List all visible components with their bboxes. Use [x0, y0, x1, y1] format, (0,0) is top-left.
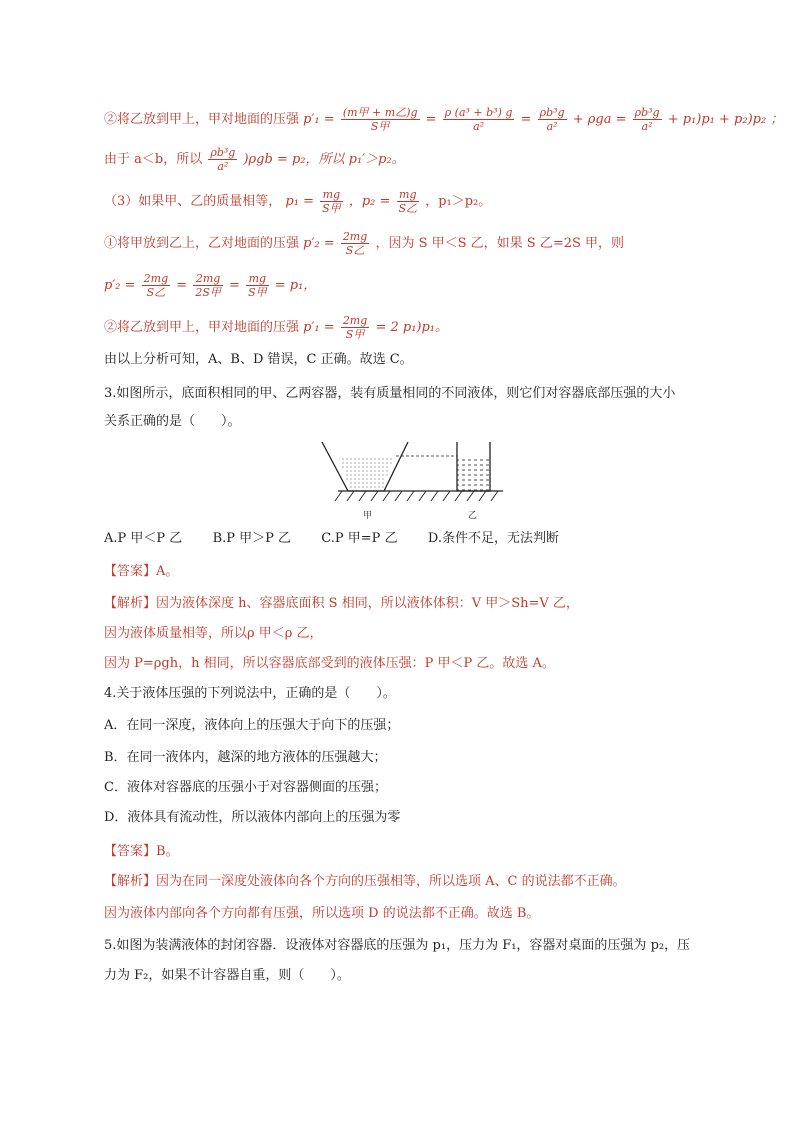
denominator: a² — [473, 120, 485, 133]
fraction — [320, 188, 343, 215]
q3-option-c[interactable]: C.P 甲=P 乙 — [321, 531, 398, 546]
formula-tail: )ρgb = p₂，所以 p₁′＞p₂。 — [243, 152, 405, 167]
numerator: 2mg — [342, 314, 368, 327]
fraction — [142, 272, 170, 299]
q3-stem-line-2: 关系正确的是（ ）。 — [104, 414, 241, 429]
q4-option-b[interactable]: B．在同一液体内，越深的地方液体的压强越大； — [104, 750, 387, 765]
q3-answer — [104, 562, 178, 582]
explanation-text: 因为在同一深度处液体向各个方向的压强相等，所以选项 A、C 的说法都不正确。 — [156, 874, 626, 889]
numerator: ρb³g — [634, 106, 660, 119]
fraction — [633, 106, 662, 133]
formula-lhs: p′₂ = — [303, 236, 335, 251]
denominator: S乙 — [398, 202, 418, 215]
denominator: S乙 — [345, 244, 365, 257]
answer-text: A。 — [156, 564, 179, 579]
numerator: mg — [320, 188, 343, 202]
text: 由于 a＜b，所以 — [104, 152, 203, 167]
explanation-tag: 【解析】 — [104, 596, 157, 611]
liquid-yi — [457, 456, 490, 491]
equals: = — [520, 112, 532, 127]
formula-lhs: p₁ = — [285, 194, 314, 209]
denominator: a² — [641, 120, 653, 133]
formula-mid: + ρga = — [572, 112, 627, 127]
numerator: (m甲 + m乙)g — [342, 106, 418, 119]
q4-stem: 4.关于液体压强的下列说法中，正确的是（ ）。 — [104, 686, 396, 701]
formula-tail: ，p₁＞p₂。 — [425, 194, 492, 209]
numerator: ρb³g — [210, 146, 236, 159]
fraction — [341, 106, 420, 133]
formula-mid: ，p₂ = — [348, 194, 391, 209]
label-yi: 乙 — [468, 511, 478, 521]
q4-option-c[interactable]: C．液体对容器底的压强小于对容器侧面的压强； — [104, 780, 387, 795]
solution-line-6 — [104, 314, 448, 341]
q3-options — [104, 529, 559, 549]
q4-option-a[interactable]: A．在同一深度，液体向上的压强大于向下的压强； — [104, 718, 400, 733]
formula-tail: = p₁， — [274, 278, 317, 293]
fraction — [538, 106, 567, 133]
denominator: S乙 — [146, 286, 166, 299]
numerator: mg — [246, 272, 269, 286]
equals: = — [425, 112, 437, 127]
denominator: S甲 — [345, 328, 365, 341]
solution-line-4 — [104, 230, 624, 257]
fraction — [246, 272, 269, 299]
label-jia: 甲 — [363, 511, 373, 521]
fraction — [208, 146, 237, 173]
solution-line-3 — [104, 188, 491, 215]
q4-explanation-line-2: 因为液体内部向各个方向都有压强，所以选项 D 的说法都不正确。故选 B。 — [104, 906, 540, 921]
numerator: 2mg — [342, 230, 368, 243]
text: ②将乙放到甲上，甲对地面的压强 — [104, 112, 300, 127]
formula-tail: + p₁)p₁ + p₂)p₂ ； — [667, 112, 784, 127]
solution-line-5: p′₂ = $\frac{2mg}{\text{S乙}}$ = $\frac{2mg}{\text{2S甲}}$ = $\frac{mg}{\text{S甲}}$ = p₁， — [104, 272, 317, 299]
q3-option-a[interactable]: A.P 甲＜P 乙 — [104, 531, 183, 546]
q3-explanation-line-3: 因为 P=ρgh，h 相同，所以容器底部受到的液体压强：P 甲＜P 乙。故选 A。 — [104, 656, 555, 671]
explanation-text: 因为液体深度 h、容器底面积 S 相同，所以液体体积：V 甲＞Sh=V 乙， — [156, 596, 579, 611]
fraction — [341, 314, 369, 341]
q4-answer — [104, 842, 179, 862]
numerator: ρ (a³ + b³) g — [444, 106, 513, 119]
formula-lhs: p′₁ = — [303, 112, 335, 127]
q5-stem-line-1: 5.如图为装满液体的封闭容器．设液体对容器底的压强为 p₁，压力为 F₁，容器对桌面的压强为 p₂，压 — [104, 938, 691, 953]
denominator: a² — [546, 120, 558, 133]
q4-option-d[interactable]: D．液体具有流动性，所以液体内部向上的压强为零 — [104, 810, 401, 825]
q4-explanation-line-1 — [104, 872, 626, 892]
denominator: S甲 — [248, 286, 267, 299]
fraction — [341, 230, 369, 257]
conclusion: 由以上分析可知，A、B、D 错误，C 正确。故选 C。 — [104, 352, 413, 367]
q3-explanation-line-1 — [104, 594, 579, 614]
q5-stem-line-2: 力为 F₂，如果不计容器自重，则（ ）。 — [104, 968, 350, 983]
denominator: S甲 — [322, 202, 341, 215]
fraction — [443, 106, 515, 133]
fraction — [193, 272, 223, 299]
liquid-jia — [338, 456, 394, 491]
formula-lhs: p′₂ = — [104, 278, 136, 293]
answer-tag: 【答案】 — [104, 564, 157, 579]
ground-hatch — [335, 491, 498, 501]
numerator: 2mg — [193, 272, 223, 286]
containers-figure — [318, 438, 508, 522]
solution-line-2 — [104, 146, 405, 173]
q3-option-b[interactable]: B.P 甲＞P 乙 — [212, 531, 292, 546]
denominator: 2S甲 — [195, 286, 221, 299]
q3-stem-line-1: 3.如图所示，底面积相同的甲、乙两容器，装有质量相同的不同液体，则它们对容器底部压强的大小 — [104, 386, 676, 401]
numerator: mg — [397, 188, 420, 202]
denominator: S甲 — [370, 120, 390, 133]
text: ①将甲放到乙上，乙对地面的压强 — [104, 236, 300, 251]
numerator: ρb³g — [539, 106, 565, 119]
answer-text: B。 — [156, 844, 179, 859]
formula-lhs: p′₁ = — [303, 320, 335, 335]
fraction — [397, 188, 420, 215]
formula-tail: = 2 p₁)p₁。 — [375, 320, 449, 335]
denominator: a² — [217, 160, 229, 173]
answer-tag: 【答案】 — [104, 844, 157, 859]
q3-explanation-line-2: 因为液体质量相等，所以ρ 甲＜ρ 乙， — [104, 626, 323, 641]
explanation-tag: 【解析】 — [104, 874, 157, 889]
text: ②将乙放到甲上，甲对地面的压强 — [104, 320, 300, 335]
text: （3）如果甲、乙的质量相等， — [104, 194, 282, 209]
q3-option-d[interactable]: D.条件不足，无法判断 — [427, 531, 559, 546]
formula-tail: ，因为 S 甲＜S 乙，如果 S 乙=2S 甲，则 — [375, 236, 625, 251]
numerator: 2mg — [143, 272, 169, 285]
solution-line-1 — [104, 106, 783, 133]
